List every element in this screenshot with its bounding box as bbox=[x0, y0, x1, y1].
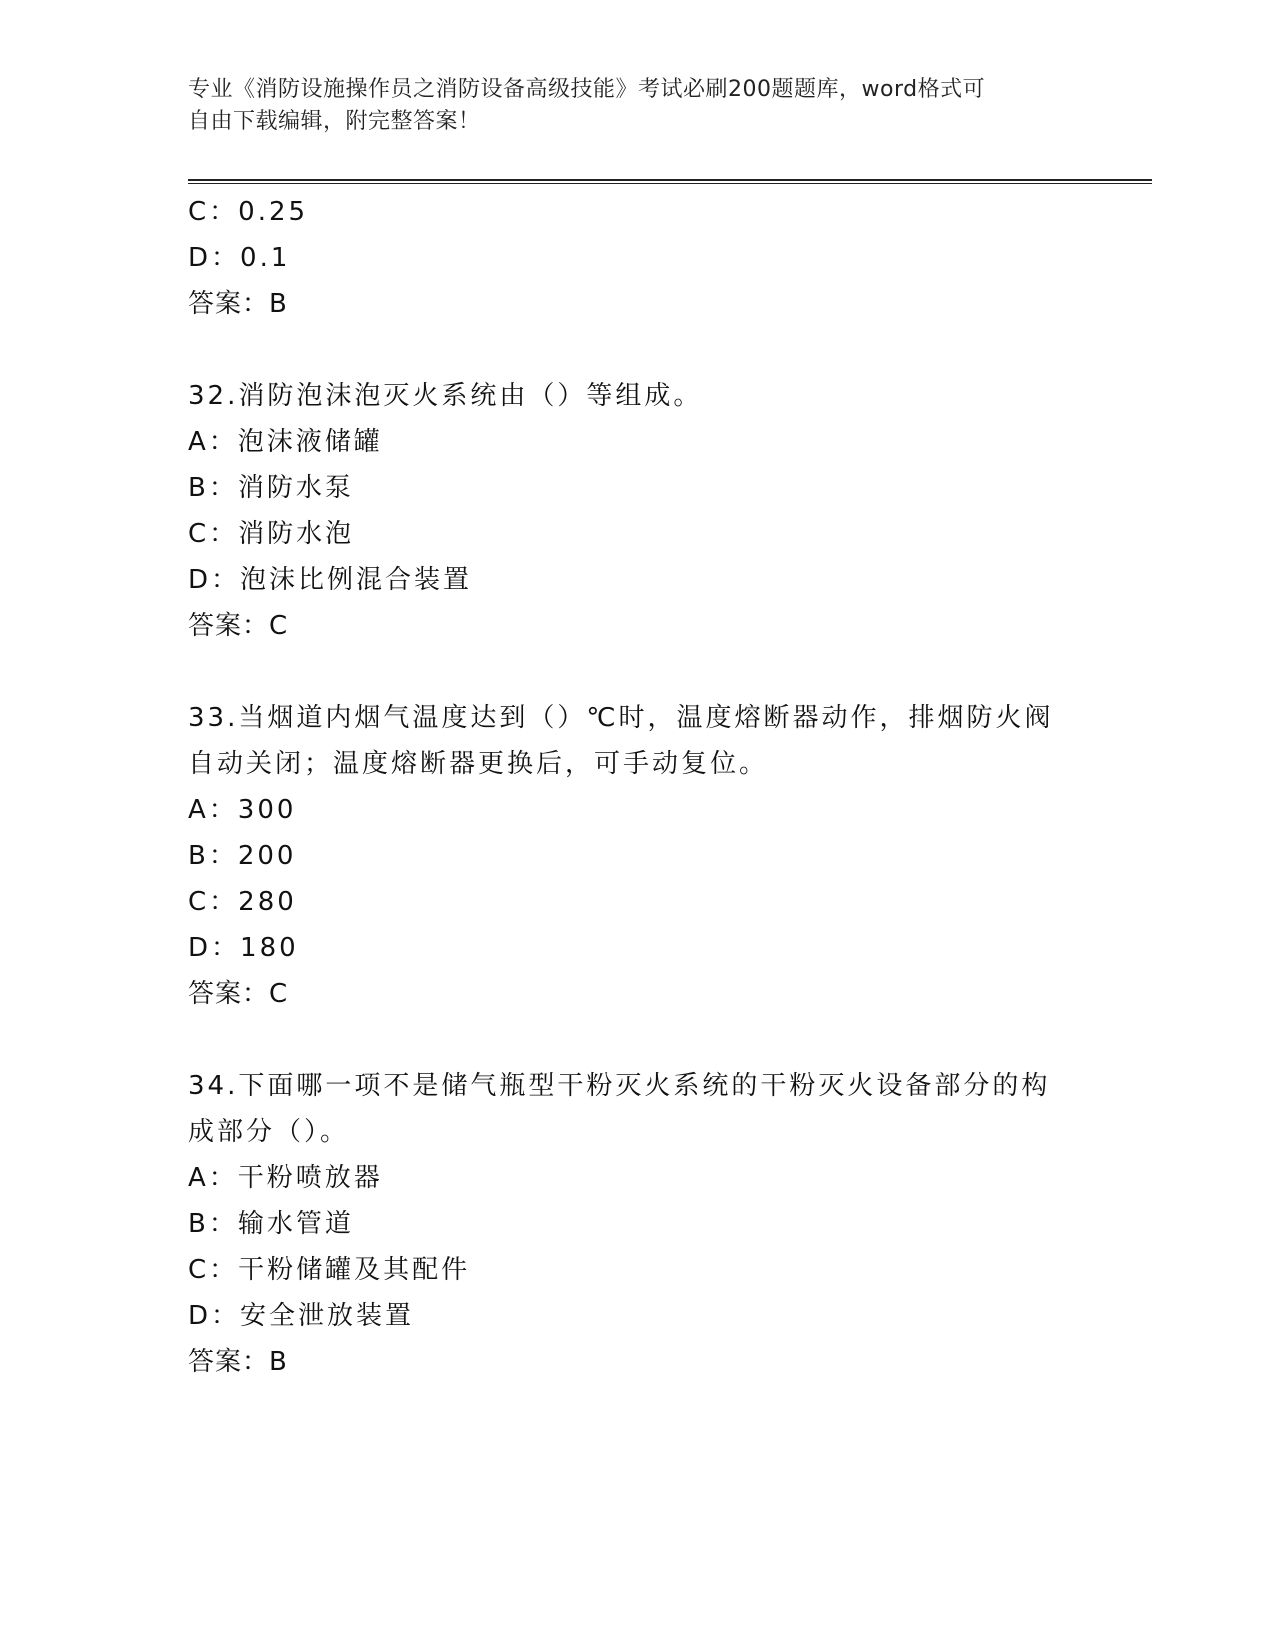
carryover-block bbox=[188, 189, 1088, 327]
question-text: 32.消防泡沫泡灭火系统由（）等组成。 bbox=[188, 381, 703, 411]
option-item: D：180 bbox=[188, 933, 299, 963]
header-line-2: 自由下载编辑，附完整答案！ bbox=[188, 109, 481, 134]
option-item: D：0.1 bbox=[188, 243, 291, 273]
option-item: B：输水管道 bbox=[188, 1209, 354, 1239]
option-item: C：消防水泡 bbox=[188, 519, 355, 549]
question-list bbox=[188, 189, 1088, 1385]
option-item: B：消防水泵 bbox=[188, 473, 354, 503]
option-item: A：干粉喷放器 bbox=[188, 1163, 383, 1193]
answer-line: 答案：B bbox=[188, 1347, 288, 1377]
question-text: 34.下面哪一项不是储气瓶型干粉灭火系统的干粉灭火设备部分的构成部分（）。 bbox=[188, 1071, 1051, 1147]
option-item: D：安全泄放装置 bbox=[188, 1301, 415, 1331]
question-block-34 bbox=[188, 1063, 1088, 1385]
spacer bbox=[188, 327, 1088, 373]
spacer bbox=[188, 1017, 1088, 1063]
question-block-33 bbox=[188, 695, 1088, 1017]
question-block-32 bbox=[188, 373, 1088, 649]
option-item: C：0.25 bbox=[188, 197, 309, 227]
answer-line: 答案：B bbox=[188, 289, 288, 319]
answer-line: 答案：C bbox=[188, 611, 289, 641]
question-text: 33.当烟道内烟气温度达到（）℃时，温度熔断器动作，排烟防火阀自动关闭；温度熔断器更换后，可手动复位。 bbox=[188, 703, 1054, 779]
option-item: B：200 bbox=[188, 841, 297, 871]
option-item: C：280 bbox=[188, 887, 297, 917]
header-line-1: 专业《消防设施操作员之消防设备高级技能》考试必刷200题题库，word格式可 bbox=[188, 77, 986, 102]
answer-line: 答案：C bbox=[188, 979, 289, 1009]
option-item: D：泡沫比例混合装置 bbox=[188, 565, 473, 595]
spacer bbox=[188, 649, 1088, 695]
header-divider bbox=[188, 179, 1152, 184]
document-header bbox=[188, 74, 1068, 138]
option-item: A：泡沫液储罐 bbox=[188, 427, 383, 457]
option-item: C：干粉储罐及其配件 bbox=[188, 1255, 471, 1285]
option-item: A：300 bbox=[188, 795, 297, 825]
